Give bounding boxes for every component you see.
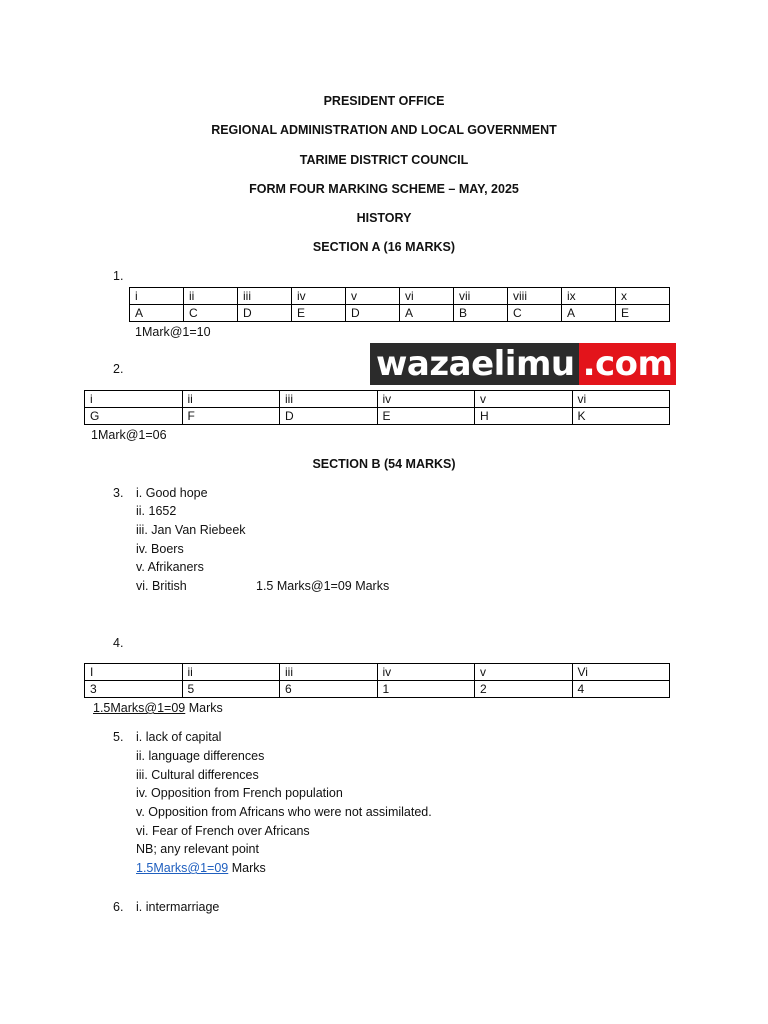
q6-number: 6. <box>113 900 124 914</box>
q5-marks-suffix: Marks <box>228 861 266 875</box>
logo-text-main: wazaelimu <box>370 343 579 385</box>
table-cell: A <box>562 305 616 322</box>
list-item: vi. British <box>136 579 187 593</box>
table-cell: E <box>377 408 475 425</box>
table-cell: ii <box>182 664 280 681</box>
table-cell: Vi <box>572 664 670 681</box>
table-cell: E <box>292 305 346 322</box>
list-item: iv. Opposition from French population <box>136 786 343 800</box>
table-cell: iv <box>377 391 475 408</box>
q1-answer-table <box>129 287 670 322</box>
table-row <box>130 305 670 322</box>
table-cell: vii <box>454 288 508 305</box>
list-item: i. lack of capital <box>136 730 222 744</box>
logo-text-domain: .com <box>579 343 677 385</box>
q4-marks <box>93 701 223 715</box>
list-item: vi. Fear of French over Africans <box>136 824 310 838</box>
q3-marks: 1.5 Marks@1=09 Marks <box>256 579 390 593</box>
table-cell: 1 <box>377 681 475 698</box>
table-cell: C <box>508 305 562 322</box>
table-cell: 2 <box>475 681 573 698</box>
header-line-2: REGIONAL ADMINISTRATION AND LOCAL GOVERNMENT <box>211 123 557 137</box>
table-cell: 6 <box>280 681 378 698</box>
table-cell: i <box>85 391 183 408</box>
table-cell: A <box>130 305 184 322</box>
table-cell: 4 <box>572 681 670 698</box>
table-cell: iv <box>377 664 475 681</box>
table-cell: i <box>130 288 184 305</box>
table-cell: K <box>572 408 670 425</box>
q4-number: 4. <box>113 636 124 650</box>
table-cell: iii <box>238 288 292 305</box>
table-cell: vi <box>400 288 454 305</box>
list-item: ii. 1652 <box>136 504 177 518</box>
section-a-title: SECTION A (16 MARKS) <box>312 240 456 254</box>
table-cell: E <box>616 305 670 322</box>
q4-marks-suffix: Marks <box>185 701 223 715</box>
q5-number: 5. <box>113 730 124 744</box>
table-row <box>85 681 670 698</box>
table-cell: D <box>280 408 378 425</box>
table-cell: F <box>182 408 280 425</box>
table-cell: v <box>346 288 400 305</box>
table-row <box>130 288 670 305</box>
table-cell: iv <box>292 288 346 305</box>
table-cell: C <box>184 305 238 322</box>
table-cell: A <box>400 305 454 322</box>
table-cell: v <box>475 664 573 681</box>
table-row <box>85 391 670 408</box>
wazaelimu-logo <box>370 343 673 385</box>
table-cell: iii <box>280 664 378 681</box>
q2-answer-table <box>84 390 670 425</box>
table-cell: H <box>475 408 573 425</box>
table-row <box>85 664 670 681</box>
list-item: iii. Jan Van Riebeek <box>136 523 246 537</box>
table-cell: I <box>85 664 183 681</box>
header-line-3: TARIME DISTRICT COUNCIL <box>299 153 469 167</box>
table-cell: G <box>85 408 183 425</box>
list-item: ii. language differences <box>136 749 265 763</box>
q4-answer-table <box>84 663 670 698</box>
table-cell: 5 <box>182 681 280 698</box>
list-item: v. Opposition from Africans who were not assimilated. <box>136 805 432 819</box>
q5-marks-link[interactable]: 1.5Marks@1=09 <box>136 861 229 875</box>
list-item: i. Good hope <box>136 486 208 500</box>
section-b-title: SECTION B (54 MARKS) <box>312 457 456 471</box>
list-item: iii. Cultural differences <box>136 768 259 782</box>
table-cell: iii <box>280 391 378 408</box>
list-item: iv. Boers <box>136 542 184 556</box>
table-cell: D <box>238 305 292 322</box>
header-line-1: PRESIDENT OFFICE <box>323 94 445 108</box>
table-cell: viii <box>508 288 562 305</box>
list-item: NB; any relevant point <box>136 842 259 856</box>
table-cell: vi <box>572 391 670 408</box>
q2-number: 2. <box>113 362 124 376</box>
table-cell: ii <box>184 288 238 305</box>
table-cell: x <box>616 288 670 305</box>
q1-number: 1. <box>113 269 124 283</box>
q4-marks-underlined: 1.5Marks@1=09 <box>93 701 186 715</box>
table-cell: 3 <box>85 681 183 698</box>
table-cell: D <box>346 305 400 322</box>
table-cell: v <box>475 391 573 408</box>
q3-number: 3. <box>113 486 124 500</box>
header-line-4: FORM FOUR MARKING SCHEME – MAY, 2025 <box>249 182 519 196</box>
table-cell: ii <box>182 391 280 408</box>
table-cell: B <box>454 305 508 322</box>
q1-marks: 1Mark@1=10 <box>135 325 211 339</box>
table-row <box>85 408 670 425</box>
q5-marks <box>136 861 266 875</box>
q2-marks: 1Mark@1=06 <box>91 428 167 442</box>
subject-title: HISTORY <box>356 211 412 225</box>
table-cell: ix <box>562 288 616 305</box>
list-item: v. Afrikaners <box>136 560 204 574</box>
list-item: i. intermarriage <box>136 900 220 914</box>
